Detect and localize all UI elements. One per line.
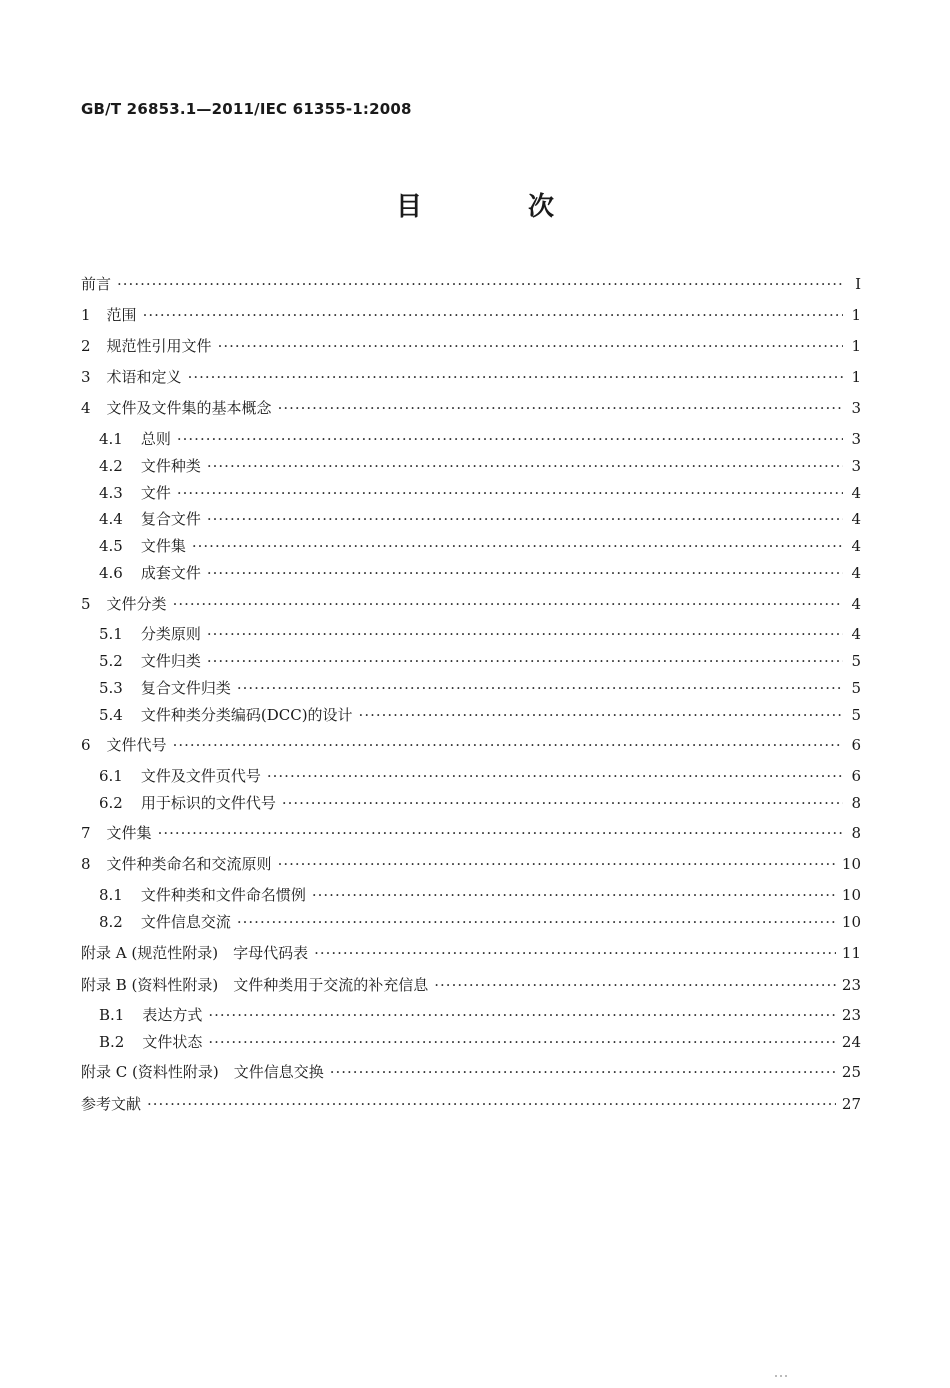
toc-entry: [81, 853, 861, 875]
toc-entry: [99, 704, 861, 726]
dot-leader: [117, 273, 843, 295]
toc-entry-label: 文件状态: [142, 1033, 203, 1051]
toc-entry-label: 术语和定义: [106, 368, 182, 386]
toc-entry: [81, 1093, 861, 1115]
dot-leader: [237, 677, 843, 699]
toc-entry: [81, 304, 861, 326]
toc-entry-page: 4: [851, 625, 861, 643]
page-title: 目 次: [395, 192, 594, 222]
toc-entry-number: B.1: [99, 1006, 125, 1024]
toc-entry-page: 3: [851, 430, 861, 448]
toc-entry-label: 附录 C (资料性附录) 文件信息交换: [81, 1063, 324, 1081]
toc-entry-label: 用于标识的文件代号: [140, 794, 276, 812]
dot-leader: [312, 884, 836, 906]
toc-entry-label: 附录 B (资料性附录) 文件种类用于交流的补充信息: [81, 976, 429, 994]
dot-leader: [237, 911, 836, 933]
toc-entry: [81, 397, 861, 419]
toc-entry-number: 6: [81, 736, 91, 754]
toc-entry-label: 文件集: [106, 824, 152, 842]
toc-entry-label: 前言: [81, 275, 112, 293]
toc-entry-number: 6.1: [99, 767, 123, 785]
toc-entry-number: 5.4: [99, 706, 123, 724]
toc-entry-number: 4.3: [99, 484, 123, 502]
toc-entry-number: 5.2: [99, 652, 123, 670]
toc-entry-label: 表达方式: [142, 1006, 203, 1024]
dot-leader: [207, 562, 843, 584]
toc-entry: [99, 562, 861, 584]
document-code: GB/T 26853.1—2011/IEC 61355-1:2008: [81, 100, 412, 118]
dot-leader: [207, 508, 843, 530]
toc-entry: [99, 677, 861, 699]
toc-entry-page: 4: [851, 537, 861, 555]
toc-entry-label: 总则: [140, 430, 171, 448]
dot-leader: [314, 942, 836, 964]
toc-entry-number: 4: [81, 399, 91, 417]
dot-leader: [330, 1061, 836, 1083]
toc-entry-page: 1: [851, 337, 861, 355]
dot-leader: [173, 734, 843, 756]
toc-entry: [99, 482, 861, 504]
toc-entry-label: 参考文献: [81, 1095, 142, 1113]
dot-leader: [147, 1093, 836, 1115]
toc-entry-number: 4.4: [99, 510, 123, 528]
toc-entry-page: 4: [851, 484, 861, 502]
toc-entry: [81, 822, 861, 844]
toc-entry-label: 分类原则: [140, 625, 201, 643]
dot-leader: [158, 822, 843, 844]
toc-entry-page: 4: [851, 510, 861, 528]
dot-leader: [282, 792, 843, 814]
toc-entry-number: 5.1: [99, 625, 123, 643]
toc-entry-number: 5.3: [99, 679, 123, 697]
toc-entry: [99, 455, 861, 477]
dot-leader: [359, 704, 843, 726]
toc-entry-page: 5: [851, 679, 861, 697]
toc-entry-page: 27: [841, 1095, 861, 1113]
toc-entry-page: 3: [851, 399, 861, 417]
toc-entry-label: 附录 A (规范性附录) 字母代码表: [81, 944, 309, 962]
toc-entry: [99, 623, 861, 645]
toc-entry-label: 文件种类分类编码(DCC)的设计: [140, 706, 353, 724]
toc-entry-number: 1: [81, 306, 91, 324]
toc-entry: [81, 273, 861, 295]
dot-leader: [208, 1031, 836, 1053]
toc-entry-page: 8: [851, 794, 861, 812]
toc-entry-page: Ⅰ: [855, 275, 861, 293]
toc-entry-number: 3: [81, 368, 91, 386]
toc-entry-page: 11: [841, 944, 861, 962]
dot-leader: [188, 366, 843, 388]
dot-leader: [208, 1004, 836, 1026]
dot-leader: [267, 765, 843, 787]
toc-entry-page: 10: [841, 855, 861, 873]
dot-leader: [177, 428, 843, 450]
toc-entry-number: 8.2: [99, 913, 123, 931]
toc-entry-label: 文件信息交流: [140, 913, 231, 931]
toc-entry-label: 文件种类: [140, 457, 201, 475]
toc-entry-page: 6: [851, 736, 861, 754]
toc-entry-label: 复合文件归类: [140, 679, 231, 697]
dot-leader: [192, 535, 843, 557]
toc-entry: [81, 942, 861, 964]
toc-entry-number: 4.6: [99, 564, 123, 582]
toc-entry-page: 6: [851, 767, 861, 785]
toc-entry-label: 文件种类命名和交流原则: [106, 855, 272, 873]
toc-entry-page: 10: [841, 886, 861, 904]
dot-leader: [434, 974, 836, 996]
toc-entry: [99, 650, 861, 672]
toc-entry-page: 4: [851, 564, 861, 582]
toc-entry: [99, 508, 861, 530]
toc-entry-number: 8: [81, 855, 91, 873]
toc-entry-page: 25: [841, 1063, 861, 1081]
dot-leader: [218, 335, 843, 357]
toc-entry: [99, 535, 861, 557]
toc-entry: [81, 593, 861, 615]
toc-entry-number: 6.2: [99, 794, 123, 812]
toc-entry-page: 1: [851, 368, 861, 386]
toc-entry-label: 文件集: [140, 537, 186, 555]
toc-entry-number: 7: [81, 824, 91, 842]
toc-entry: [81, 974, 861, 996]
toc-entry: [81, 734, 861, 756]
toc-entry-label: 文件种类和文件命名惯例: [140, 886, 306, 904]
toc-entry: [81, 335, 861, 357]
toc-entry: [99, 884, 861, 906]
toc-entry-page: 3: [851, 457, 861, 475]
dot-leader: [207, 623, 843, 645]
toc-entry-number: 2: [81, 337, 91, 355]
toc-entry: [81, 1061, 861, 1083]
toc-entry-label: 复合文件: [140, 510, 201, 528]
toc-entry-number: B.2: [99, 1033, 125, 1051]
toc-entry-label: 文件及文件页代号: [140, 767, 261, 785]
toc-entry-label: 文件及文件集的基本概念: [106, 399, 272, 417]
toc-entry-label: 文件代号: [106, 736, 167, 754]
toc-entry-page: 23: [841, 976, 861, 994]
toc-entry-label: 范围: [106, 306, 137, 324]
scan-artifact: [775, 1362, 795, 1364]
toc-entry: [81, 366, 861, 388]
toc-entry: [99, 911, 861, 933]
toc-entry-page: 4: [851, 595, 861, 613]
toc-entry-page: 23: [841, 1006, 861, 1024]
dot-leader: [173, 593, 843, 615]
dot-leader: [278, 397, 843, 419]
toc-entry-page: 5: [851, 706, 861, 724]
toc-entry: [99, 792, 861, 814]
toc-entry-label: 文件分类: [106, 595, 167, 613]
toc-entry-label: 规范性引用文件: [106, 337, 212, 355]
toc-entry: [99, 765, 861, 787]
toc-entry-page: 24: [841, 1033, 861, 1051]
toc-entry-page: 10: [841, 913, 861, 931]
dot-leader: [177, 482, 843, 504]
toc-entry-page: 1: [851, 306, 861, 324]
dot-leader: [278, 853, 836, 875]
dot-leader: [207, 650, 843, 672]
toc-entry-label: 成套文件: [140, 564, 201, 582]
toc-entry-page: 8: [851, 824, 861, 842]
toc-entry-page: 5: [851, 652, 861, 670]
toc-entry-number: 5: [81, 595, 91, 613]
toc-entry-label: 文件归类: [140, 652, 201, 670]
toc-entry: [99, 1031, 861, 1053]
toc-entry: [99, 428, 861, 450]
toc-entry-number: 4.1: [99, 430, 123, 448]
toc-entry-number: 8.1: [99, 886, 123, 904]
dot-leader: [207, 455, 843, 477]
dot-leader: [143, 304, 843, 326]
toc-entry-label: 文件: [140, 484, 171, 502]
toc-entry-number: 4.2: [99, 457, 123, 475]
toc-entry-number: 4.5: [99, 537, 123, 555]
toc-entry: [99, 1004, 861, 1026]
